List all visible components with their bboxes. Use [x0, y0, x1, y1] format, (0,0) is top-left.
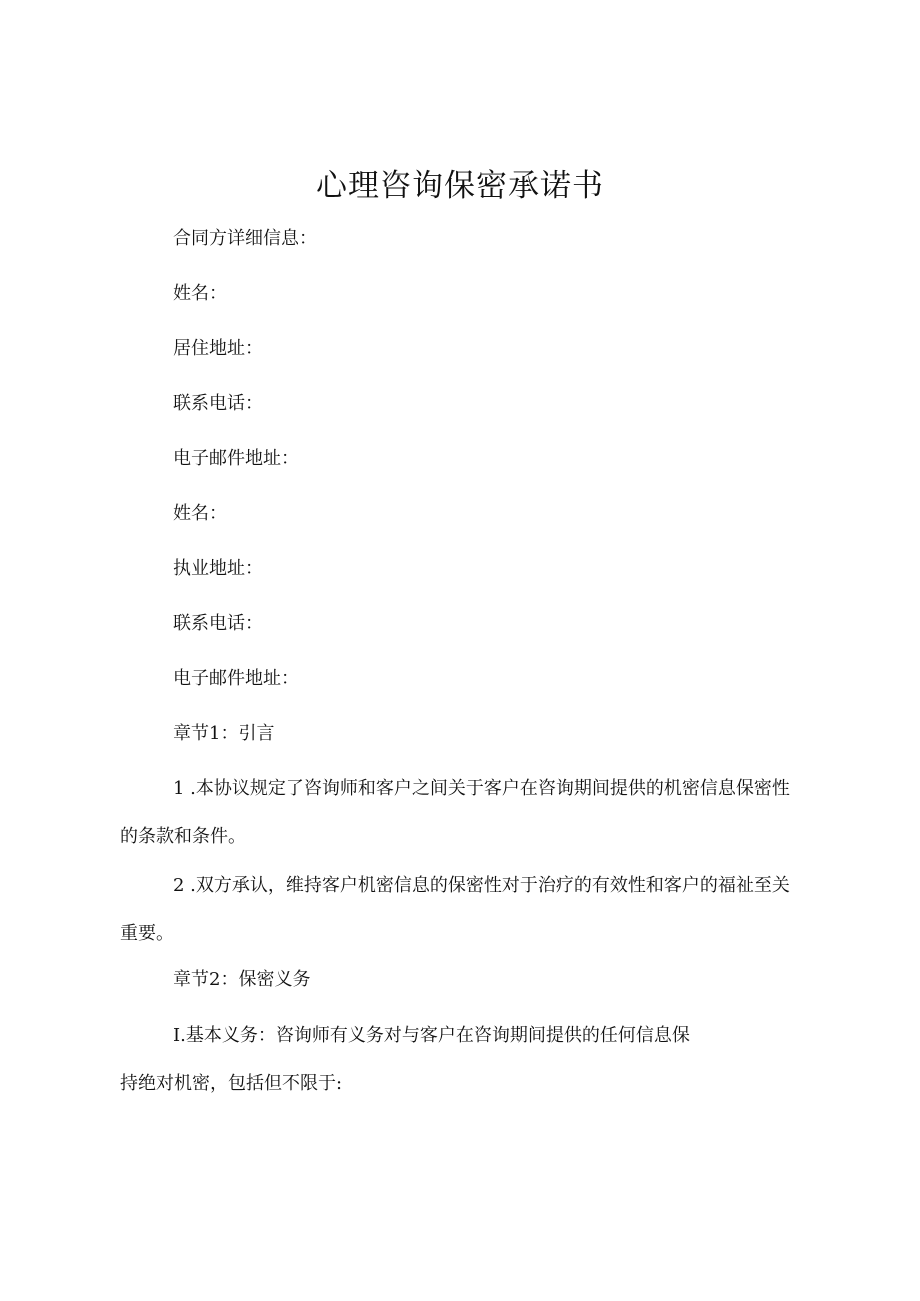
client-email-label: 电子邮件地址：: [173, 448, 299, 469]
document-title: 心理咨询保密承诺书: [316, 168, 604, 204]
counselor-address-label: 执业地址：: [173, 558, 263, 579]
chapter2-heading: 章节2：保密义务: [173, 969, 311, 990]
counselor-email-label: 电子邮件地址：: [173, 668, 299, 689]
chapter1-clause1: 1 .本协议规定了咨询师和客户之间关于客户在咨询期间提供的机密信息保密性的条款和条件。: [120, 778, 790, 847]
chapter2-clause1-line2: 持绝对机密，包括但不限于:: [120, 1073, 343, 1094]
client-address-label: 居住地址：: [173, 338, 263, 359]
client-name-label: 姓名：: [173, 283, 227, 304]
party-details-label: 合同方详细信息：: [173, 228, 317, 249]
client-phone-label: 联系电话：: [173, 393, 263, 414]
chapter1-clause2: 2 .双方承认，维持客户机密信息的保密性对于治疗的有效性和客户的福祉至关重要。: [120, 875, 790, 944]
chapter2-clause1-line1: I.基本义务：咨询师有义务对与客户在咨询期间提供的任何信息保: [173, 1025, 690, 1046]
counselor-name-label: 姓名：: [173, 503, 227, 524]
chapter1-heading: 章节1：引言: [173, 723, 275, 744]
counselor-phone-label: 联系电话：: [173, 613, 263, 634]
